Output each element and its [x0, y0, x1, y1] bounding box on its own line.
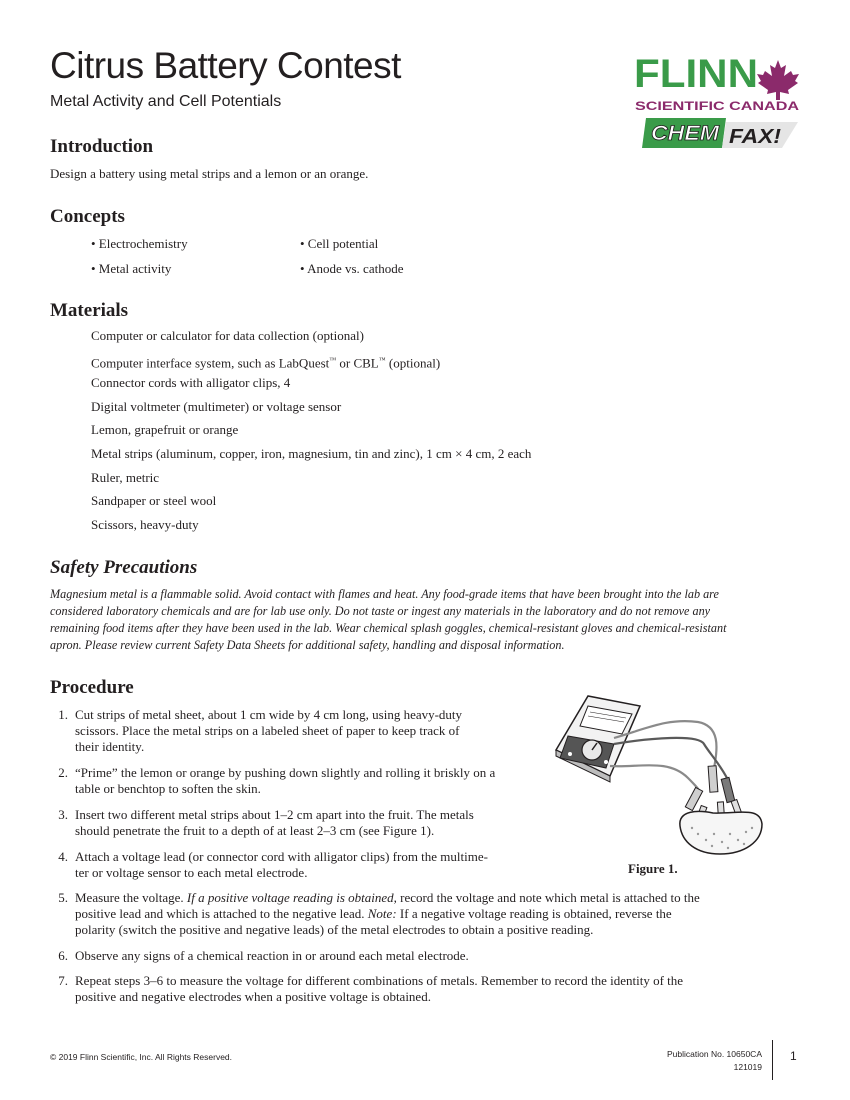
material-item: Scissors, heavy-duty	[91, 516, 199, 532]
material-item-text: or CBL	[336, 354, 379, 370]
material-item: Connector cords with alligator clips, 4	[91, 375, 291, 391]
procedure-step	[50, 849, 540, 881]
concept-item: • Cell potential	[300, 236, 379, 251]
procedure-step	[50, 807, 540, 839]
step-line: polarity (switch the positive and negative leads) of the metal electrodes to obtain a positive reading.	[75, 922, 594, 937]
footer-publication	[640, 1048, 762, 1074]
logo-brand-text: FLINN	[634, 52, 758, 96]
step-line: Observe any signs of a chemical reaction in or around each metal electrode.	[75, 948, 469, 963]
lemon-icon	[680, 811, 762, 854]
step-text	[75, 948, 469, 964]
procedure-step	[50, 890, 790, 938]
materials-list	[91, 328, 531, 540]
procedure-heading: Procedure	[50, 677, 134, 698]
material-item: Lemon, grapefruit or orange	[91, 422, 239, 438]
material-item-text: (optional)	[385, 354, 441, 370]
step-number: 5.	[58, 890, 68, 905]
document-title: Citrus Battery Contest	[50, 45, 401, 86]
alligator-clip-icon	[685, 766, 734, 811]
procedure-step	[50, 973, 790, 1005]
multimeter-icon	[556, 696, 640, 782]
step-line: Attach a voltage lead (or connector cord with alligator clips) from the multime-	[75, 849, 488, 864]
footer-copyright: © 2019 Flinn Scientific, Inc. All Rights Reserved.	[50, 1052, 233, 1062]
step-text	[75, 765, 495, 797]
step-line: their identity.	[75, 739, 145, 754]
material-item	[91, 352, 531, 376]
trademark-mark: ™	[329, 355, 337, 364]
step-line: Repeat steps 3–6 to measure the voltage for different combinations of metals. Remember to record the identity of the	[75, 973, 684, 988]
step-number: 1.	[58, 707, 68, 722]
material-item: Ruler, metric	[91, 469, 160, 485]
step-line: ter or voltage sensor to each metal electrode.	[75, 865, 308, 880]
step-line: scissors. Place the metal strips on a labeled sheet of paper to keep track of	[75, 723, 460, 738]
step-line: “Prime” the lemon or orange by pushing down slightly and rolling it briskly on a	[75, 765, 496, 780]
trademark-mark: ™	[378, 355, 386, 364]
procedure-step	[50, 707, 540, 755]
materials-heading: Materials	[50, 300, 129, 321]
concepts-heading: Concepts	[50, 206, 125, 227]
maple-leaf-icon	[757, 60, 799, 100]
step-line: Insert two different metal strips about 1–2 cm apart into the fruit. The metals	[75, 807, 474, 822]
procedure-step	[50, 948, 790, 964]
material-item-text: Computer interface system, such as LabQuest	[91, 354, 330, 370]
concept-item: • Electrochemistry	[91, 236, 188, 251]
concept-item: • Metal activity	[91, 261, 172, 276]
publication-code: 121019	[733, 1062, 762, 1072]
step-emphasis: If a positive voltage reading is obtained,	[186, 890, 397, 905]
page-number: 1	[790, 1049, 797, 1063]
step-number: 6.	[58, 948, 68, 963]
publication-number: Publication No. 10650CA	[667, 1049, 762, 1059]
safety-heading: Safety Precautions	[50, 557, 198, 578]
material-item: Sandpaper or steel wool	[91, 493, 217, 509]
introduction-text: Design a battery using metal strips and a lemon or an orange.	[50, 166, 369, 181]
footer-divider	[772, 1040, 773, 1080]
step-text	[75, 707, 462, 755]
step-text	[75, 807, 474, 839]
step-text	[75, 973, 683, 1005]
step-line: Measure the voltage.	[75, 890, 187, 905]
step-line: positive lead and which is attached to the negative lead.	[75, 906, 368, 921]
step-line: table or benchtop to soften the skin.	[75, 781, 261, 796]
material-item: Digital voltmeter (multimeter) or voltage sensor	[91, 398, 342, 414]
document-subtitle: Metal Activity and Cell Potentials	[50, 93, 282, 110]
logo-fax-text: FAX!	[729, 126, 782, 148]
multimeter-lemon-illustration	[548, 688, 768, 858]
introduction-heading: Introduction	[50, 136, 154, 157]
flinn-chemfax-logo	[630, 50, 805, 154]
logo-tagline: SCIENTIFIC CANADA	[635, 101, 799, 113]
figure-caption: Figure 1.	[628, 861, 678, 876]
step-text	[75, 849, 488, 881]
step-number: 7.	[58, 973, 68, 988]
step-text	[75, 890, 700, 938]
material-item: Computer or calculator for data collection (optional)	[91, 328, 364, 343]
logo-chem-text: CHEM	[651, 122, 720, 145]
step-line: should penetrate the fruit to a depth of at least 2–3 cm (see Figure 1).	[75, 823, 435, 838]
step-number: 4.	[58, 849, 68, 864]
concept-item: • Anode vs. cathode	[300, 261, 404, 276]
step-line: Cut strips of metal sheet, about 1 cm wide by 4 cm long, using heavy-duty	[75, 707, 463, 722]
step-line: If a negative voltage reading is obtained, reverse the	[396, 906, 672, 921]
material-item: Metal strips (aluminum, copper, iron, magnesium, tin and zinc), 1 cm × 4 cm, 2 each	[91, 445, 532, 461]
step-emphasis: Note:	[367, 906, 397, 921]
procedure-step	[50, 765, 540, 797]
step-line: record the voltage and note which metal is attached to the	[396, 890, 700, 905]
safety-text: Magnesium metal is a flammable solid. Avoid contact with flames and heat. Any food-grade items that have been brought into the lab are considered laboratory chemicals and are for lab use only. Do not taste or ingest any materials in the laboratory and do not remove any remaining food items after they have been used in the lab. Wear chemical splash goggles, chemical-resistant gloves and chemical-resistant apron. Please review current Safety Data Sheets for additional safety, handling and disposal information.	[50, 587, 727, 652]
step-number: 3.	[58, 807, 68, 822]
step-line: positive and negative electrodes when a positive voltage is obtained.	[75, 989, 431, 1004]
step-number: 2.	[58, 765, 68, 780]
